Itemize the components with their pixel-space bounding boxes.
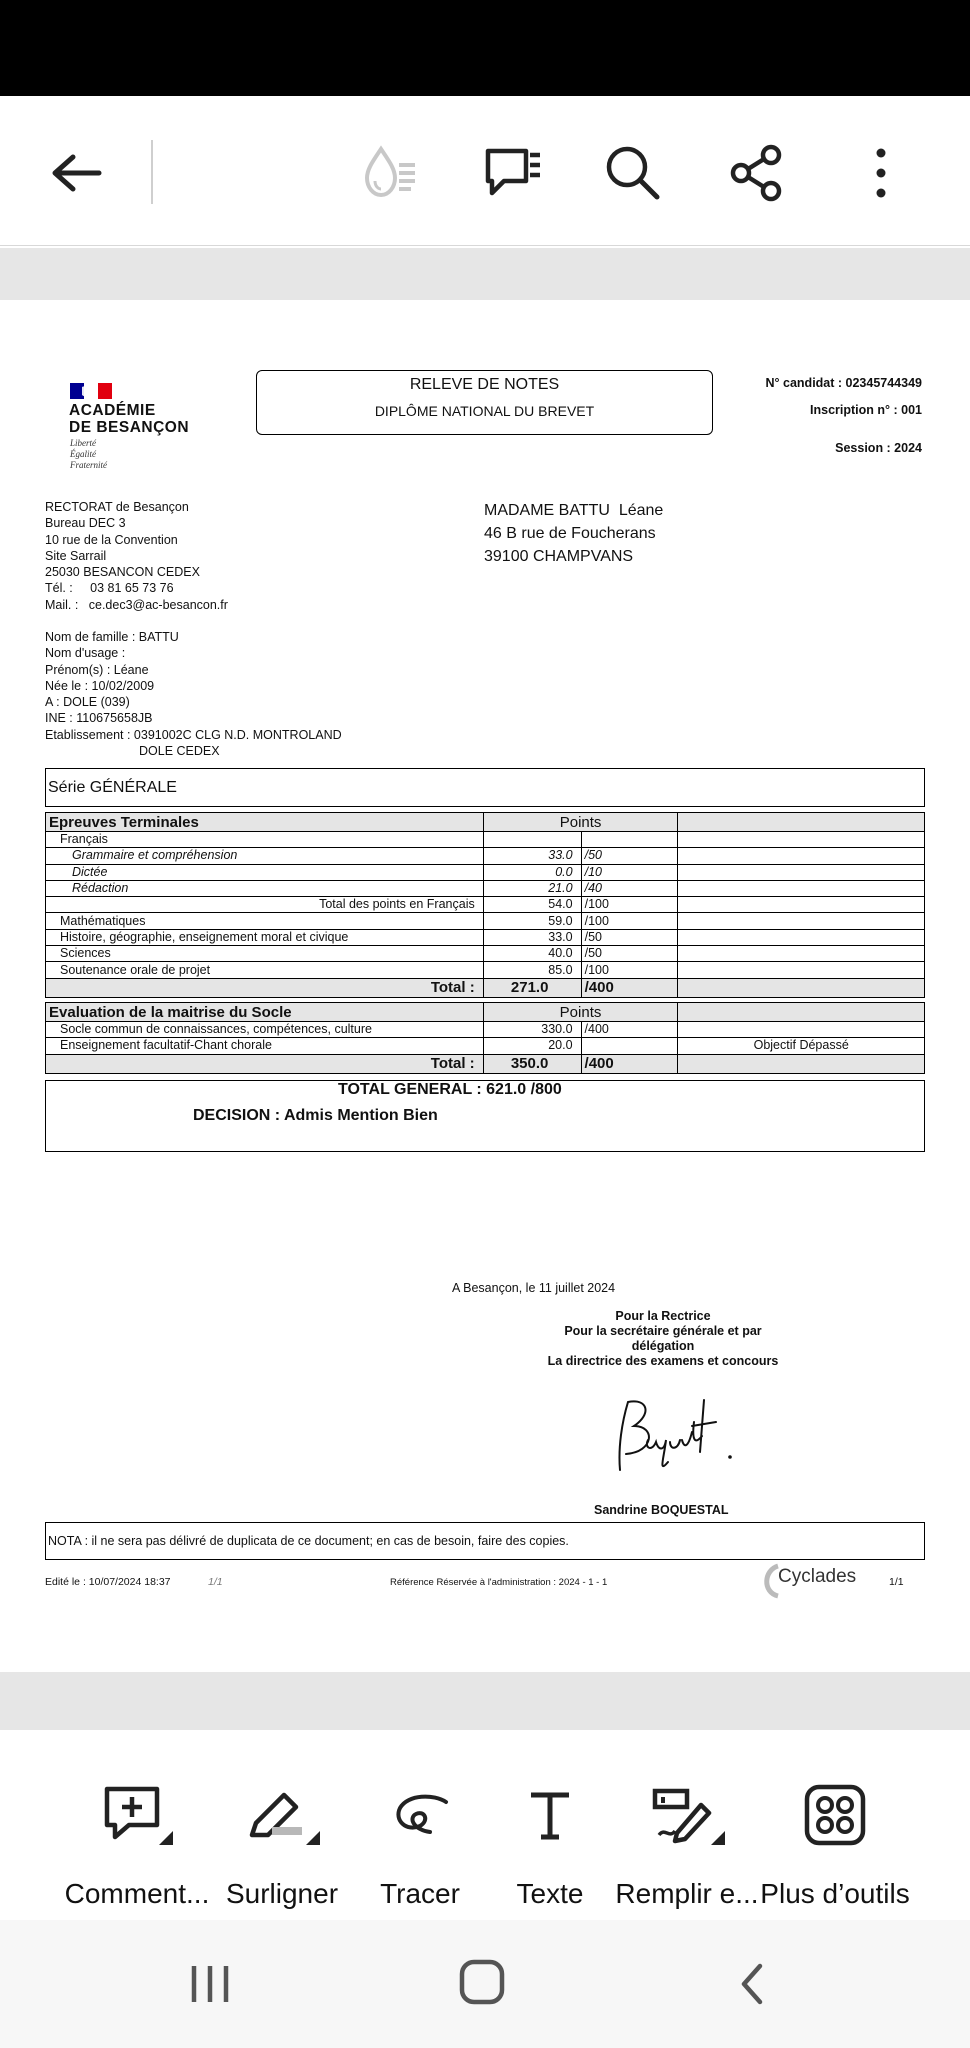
table-row-max: /50 (581, 848, 678, 864)
total-value: 350.0 (483, 1054, 581, 1073)
home-icon[interactable] (458, 1958, 506, 2011)
draw-icon (370, 1780, 470, 1850)
socle-table (45, 1002, 925, 1074)
identity-line: A : DOLE (039) (45, 695, 130, 710)
table-row-label: Sciences (46, 946, 484, 962)
system-navigation-bar (0, 1920, 970, 2048)
table-row-max: /40 (581, 880, 678, 896)
signatory-block (534, 1309, 792, 1369)
footer-page: 1/1 (889, 1576, 904, 1588)
tool-label: Comment... (64, 1878, 210, 1909)
table-row-label: Total des points en Français (46, 897, 484, 913)
identity-line: Nom de famille : BATTU (45, 630, 179, 644)
table-header-socle: Evaluation de la maitrise du Socle (46, 1003, 484, 1022)
bottom-toolbar (0, 1730, 970, 1920)
final-exams-table (45, 812, 925, 998)
candidate-identity (45, 629, 342, 759)
document-title-box (256, 370, 713, 435)
table-row-max: /100 (581, 913, 678, 929)
table-row-label: Rédaction (46, 880, 484, 896)
table-row-value: 54.0 (483, 897, 581, 913)
sender-line: Site Sarrail (45, 548, 107, 563)
tool-label: Tracer (380, 1878, 460, 1909)
document-subtitle: DIPLÔME NATIONAL DU BREVET (374, 403, 595, 419)
total-general: TOTAL GENERAL : 621.0 /800 (338, 1081, 562, 1098)
motto-liberte: Liberté (70, 438, 96, 448)
sender-address (45, 499, 228, 613)
total-note (678, 1054, 925, 1073)
signatory-line: Pour la secrétaire générale et par délégation (564, 1324, 762, 1353)
identity-city: DOLE CEDEX (139, 744, 220, 759)
table-row-value: 33.0 (483, 848, 581, 864)
table-header-exams: Epreuves Terminales (46, 813, 484, 832)
table-row-note (678, 1022, 925, 1038)
signatory-line: La directrice des examens et concours (547, 1354, 779, 1368)
table-row-label: Grammaire et compréhension (46, 848, 484, 864)
table-row-max: /100 (581, 897, 678, 913)
serie-box: Série GÉNÉRALE (45, 768, 925, 807)
sender-line: 25030 BESANCON CEDEX (45, 565, 200, 580)
table-row-value: 20.0 (483, 1038, 581, 1054)
total-general-box (45, 1080, 925, 1152)
recent-apps-icon[interactable] (186, 1960, 234, 2013)
sender-line: Bureau DEC 3 (45, 516, 126, 531)
table-row-note (678, 913, 925, 929)
table-row-note (678, 832, 925, 848)
comment-tool-button[interactable] (62, 1780, 212, 1910)
decision: DECISION : Admis Mention Bien (193, 1107, 438, 1124)
table-row-max: /50 (581, 946, 678, 962)
table-row-note (678, 864, 925, 880)
marianne-flag-icon (70, 383, 112, 399)
identity-line: Prénom(s) : Léane (45, 662, 149, 677)
table-header-empty (678, 813, 925, 832)
more-vertical-icon[interactable] (846, 138, 916, 208)
tool-label: Plus d’outils (760, 1878, 910, 1909)
total-label: Total : (46, 1054, 484, 1073)
identity-line: Etablissement : 0391002C CLG N.D. MONTROLAND (45, 727, 342, 742)
place-date: A Besançon, le 11 juillet 2024 (452, 1281, 616, 1295)
total-value: 271.0 (483, 978, 581, 997)
search-icon[interactable] (598, 138, 668, 208)
sender-line: RECTORAT de Besançon (45, 500, 189, 514)
motto-egalite: Égalité (70, 449, 96, 459)
more-tools-button[interactable] (760, 1780, 910, 1910)
footer-edited: Edité le : 10/07/2024 18:37 (45, 1576, 171, 1588)
academy-logo (69, 402, 189, 436)
logo-motto (70, 438, 107, 471)
text-icon (500, 1780, 600, 1850)
table-row-label: Soutenance orale de projet (46, 962, 484, 978)
table-row-value: 59.0 (483, 913, 581, 929)
top-toolbar (0, 96, 970, 246)
signatory-line: Pour la Rectrice (615, 1309, 711, 1323)
session: Session : 2024 (835, 441, 922, 455)
table-row-note (678, 880, 925, 896)
total-note (678, 978, 925, 997)
page-gap-bottom (0, 1672, 970, 1730)
table-row-max: /100 (581, 962, 678, 978)
table-row-note: Objectif Dépassé (678, 1038, 925, 1054)
table-row-label: Dictée (46, 864, 484, 880)
back-icon[interactable] (736, 1960, 768, 2013)
handwritten-signature (608, 1392, 738, 1482)
footer-page-small: 1/1 (208, 1576, 223, 1588)
table-row-note (678, 946, 925, 962)
cyclades-logo: Cyclades (778, 1566, 857, 1587)
recipient-address (484, 499, 663, 568)
tool-label: Texte (516, 1878, 584, 1909)
recipient-line: 46 B rue de Foucherans (484, 525, 656, 542)
logo-line1: ACADÉMIE (69, 402, 156, 419)
more-tools-icon (760, 1780, 910, 1850)
table-row-label: Enseignement facultatif-Chant chorale (46, 1038, 484, 1054)
table-header-points: Points (483, 1003, 678, 1022)
inscription-number: Inscription n° : 001 (810, 403, 922, 417)
table-row-max (581, 1038, 678, 1054)
recipient-line: MADAME BATTU Léane (484, 502, 664, 519)
table-row-value: 40.0 (483, 946, 581, 962)
comment-add-icon (62, 1780, 212, 1850)
back-arrow-icon[interactable] (40, 138, 110, 208)
drop-icon[interactable] (354, 138, 424, 208)
logo-line2: DE BESANÇON (69, 419, 190, 436)
document-title: RELEVE DE NOTES (409, 376, 560, 393)
page-gap-top (0, 248, 970, 300)
highlighter-icon (222, 1780, 342, 1850)
table-row-value: 33.0 (483, 929, 581, 945)
sender-phone: Tél. : 03 81 65 73 76 (45, 581, 174, 596)
status-bar (0, 0, 970, 96)
table-row-note (678, 848, 925, 864)
table-row-note (678, 897, 925, 913)
table-row-value: 85.0 (483, 962, 581, 978)
highlight-tool-button[interactable] (222, 1780, 342, 1910)
toolbar-separator (151, 140, 153, 204)
recipient-line: 39100 CHAMPVANS (484, 548, 634, 565)
table-row-value: 0.0 (483, 864, 581, 880)
candidate-number: N° candidat : 02345744349 (765, 376, 922, 390)
total-max: /400 (581, 1054, 678, 1073)
text-tool-button[interactable] (500, 1780, 600, 1910)
total-max: /400 (581, 978, 678, 997)
table-row-value: 21.0 (483, 880, 581, 896)
footer-reference: Référence Réservée à l'administration : 2024 - 1 - 1 (390, 1577, 608, 1588)
sender-line: 10 rue de la Convention (45, 532, 178, 547)
table-header-empty (678, 1003, 925, 1022)
motto-fraternite: Fraternité (70, 460, 107, 470)
table-row-label: Français (46, 832, 484, 848)
total-label: Total : (46, 978, 484, 997)
fill-sign-icon (612, 1780, 762, 1850)
table-row-value (483, 832, 581, 848)
table-row-max: /400 (581, 1022, 678, 1038)
table-row-max (581, 832, 678, 848)
fill-sign-tool-button[interactable] (612, 1780, 762, 1910)
table-row-max: /50 (581, 929, 678, 945)
draw-tool-button[interactable] (370, 1780, 470, 1910)
signer-name: Sandrine BOQUESTAL (594, 1503, 729, 1517)
table-row-note (678, 929, 925, 945)
share-icon[interactable] (722, 138, 792, 208)
comment-list-icon[interactable] (478, 138, 548, 208)
tool-label: Surligner (225, 1878, 339, 1909)
table-row-label: Mathématiques (46, 913, 484, 929)
table-row-max: /10 (581, 864, 678, 880)
table-row-label: Histoire, géographie, enseignement moral et civique (46, 929, 484, 945)
identity-line: Nom d'usage : (45, 646, 126, 661)
identity-line: Née le : 10/02/2009 (45, 678, 155, 693)
table-row-label: Socle commun de connaissances, compétences, culture (46, 1022, 484, 1038)
table-header-points: Points (483, 813, 678, 832)
table-row-note (678, 962, 925, 978)
table-row-value: 330.0 (483, 1022, 581, 1038)
identity-line: INE : 110675658JB (45, 711, 153, 726)
sender-mail: Mail. : ce.dec3@ac-besancon.fr (45, 597, 228, 612)
tool-label: Remplir e... (615, 1878, 759, 1909)
nota-box: NOTA : il ne sera pas délivré de duplicata de ce document; en cas de besoin, faire des copies. (45, 1522, 925, 1560)
